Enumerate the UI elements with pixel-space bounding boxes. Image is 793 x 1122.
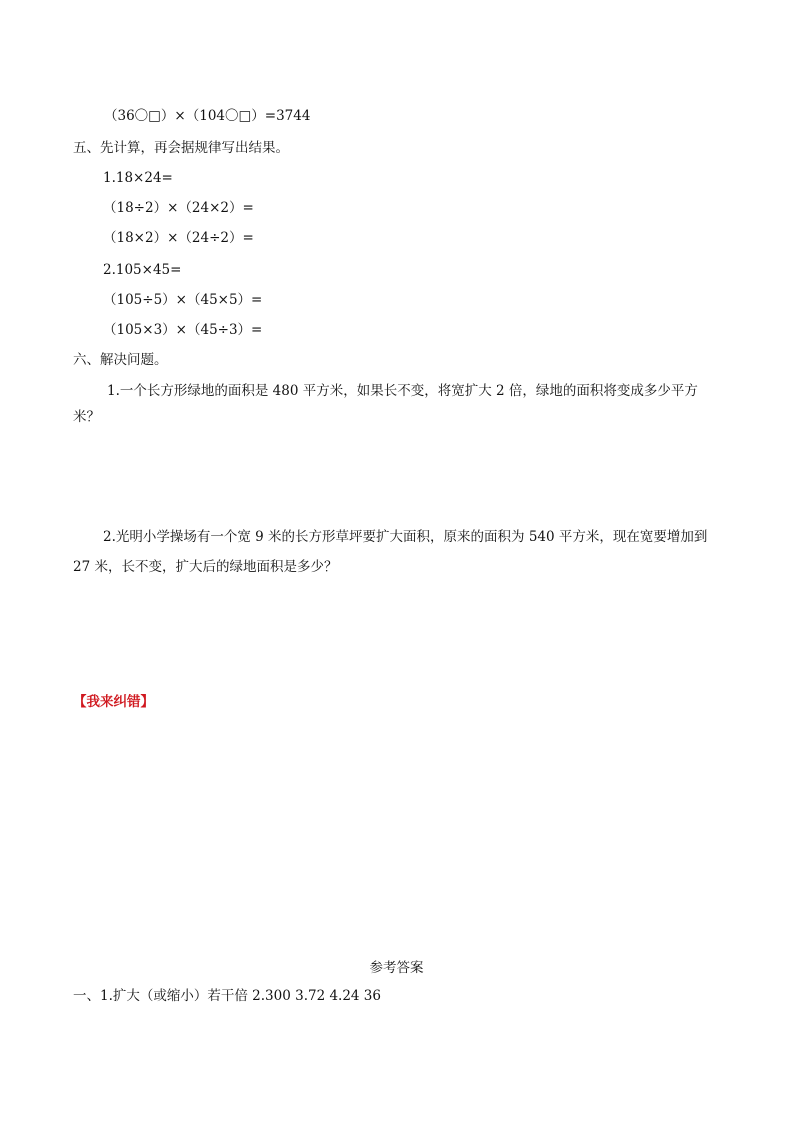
problem-2-line-1: 2.光明小学操场有一个宽 9 米的长方形草坪要扩大面积，原来的面积为 540 平方米，现在宽要增加到	[103, 529, 708, 545]
q1-main: 1.18×24=	[103, 170, 173, 186]
q1-variant-a: （18÷2）×（24×2）=	[103, 200, 254, 216]
answers-title: 参考答案	[369, 960, 424, 976]
section-six-heading: 六、解决问题。	[73, 352, 168, 368]
q2-variant-a: （105÷5）×（45×5）=	[103, 292, 263, 308]
problem-1-line-2: 米？	[73, 409, 100, 425]
equation-blanks: （36〇□）×（104〇□）=3744	[104, 108, 311, 124]
section-five-heading: 五、先计算，再会据规律写出结果。	[73, 140, 289, 156]
q1-variant-b: （18×2）×（24÷2）=	[103, 230, 254, 246]
problem-2-line-2: 27 米，长不变，扩大后的绿地面积是多少？	[73, 559, 338, 575]
q2-main: 2.105×45=	[103, 262, 182, 278]
correction-heading: 【我来纠错】	[73, 694, 154, 710]
q2-variant-b: （105×3）×（45÷3）=	[103, 322, 263, 338]
answers-line-1: 一、1.扩大（或缩小）若干倍 2.300 3.72 4.24 36	[73, 988, 381, 1004]
problem-1-line-1: 1.一个长方形绿地的面积是 480 平方米，如果长不变，将宽扩大 2 倍，绿地的面积将变成多少平方	[107, 383, 698, 399]
